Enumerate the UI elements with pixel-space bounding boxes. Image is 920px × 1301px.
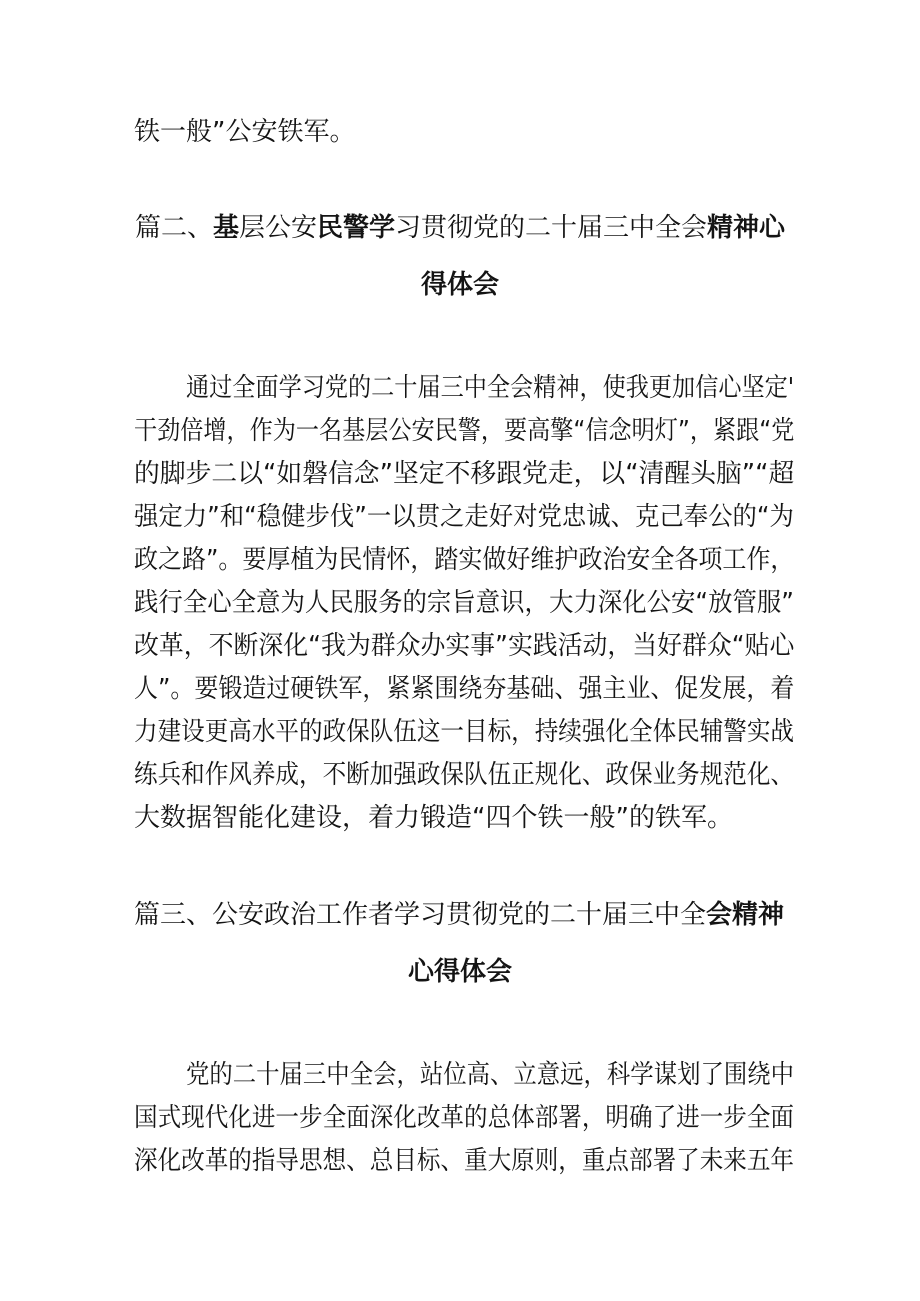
title-seg: 篇三、公安政治工作者学习贯彻党的二十届三中全 [134, 900, 707, 930]
title-seg: 民警学 [317, 213, 396, 243]
title-seg: 习贯彻党的二十届三中全会 [395, 213, 708, 243]
paragraph-line: 改革，不断深化“我为群众办实事”实践活动，当好群众“贴心 [134, 631, 795, 661]
paragraph-line: 练兵和作风养成，不断加强政保队伍正规化、政保业务规范化、 [134, 760, 795, 790]
title-seg: 篇二、 [134, 213, 213, 243]
section3-title-line2: 心得体会 [407, 957, 512, 987]
paragraph-line: 力建设更高水平的政保队伍这一目标，持续强化全体民辅警实战 [134, 717, 795, 747]
paragraph-line: 通过全面学习党的二十届三中全会精神，使我更加信心坚定' [186, 373, 795, 403]
paragraph-line: 大数据智能化建设，着力锻造“四个铁一般”的铁军。 [134, 803, 733, 833]
paragraph-line: 干劲倍增，作为一名基层公安民警，要高擎“信念明灯”，紧跟“党 [134, 416, 795, 446]
paragraph-line: 国式现代化进一步全面深化改革的总体部署，明确了进一步全面 [134, 1103, 795, 1133]
section2-title-line2: 得体会 [420, 270, 499, 300]
paragraph-line: 强定力”和“稳健步伐”一以贯之走好对党忠诚、克己奉公的“为 [134, 502, 794, 532]
title-seg: 基 [212, 213, 239, 243]
title-seg: 会精神 [706, 900, 785, 930]
paragraph-line: 人”。要锻造过硬铁军，紧紧围绕夯基础、强主业、促发展，着 [134, 674, 795, 704]
paragraph-line: 的脚步二以“如磐信念”坚定不移跟党走，以“清醒头脑”“超 [134, 459, 795, 489]
title-seg: 层公安 [238, 213, 317, 243]
paragraph-line: 践行全心全意为人民服务的宗旨意识，大力深化公安“放管服” [134, 588, 794, 618]
paragraph-line: 政之路”。要厚植为民情怀，踏实做好维护政治安全各项工作， [134, 545, 795, 575]
section2-title-line1 [0, 208, 920, 248]
paragraph-line: 党的二十届三中全会，站位高、立意远，科学谋划了围绕中 [186, 1060, 795, 1090]
section3-title-line1 [134, 895, 794, 935]
continued-paragraph-end: 铁一般”公安铁军。 [134, 117, 356, 147]
title-seg: 精神心 [707, 213, 786, 243]
paragraph-line: 深化改革的指导思想、总目标、重大原则，重点部署了未来五年 [134, 1146, 795, 1176]
